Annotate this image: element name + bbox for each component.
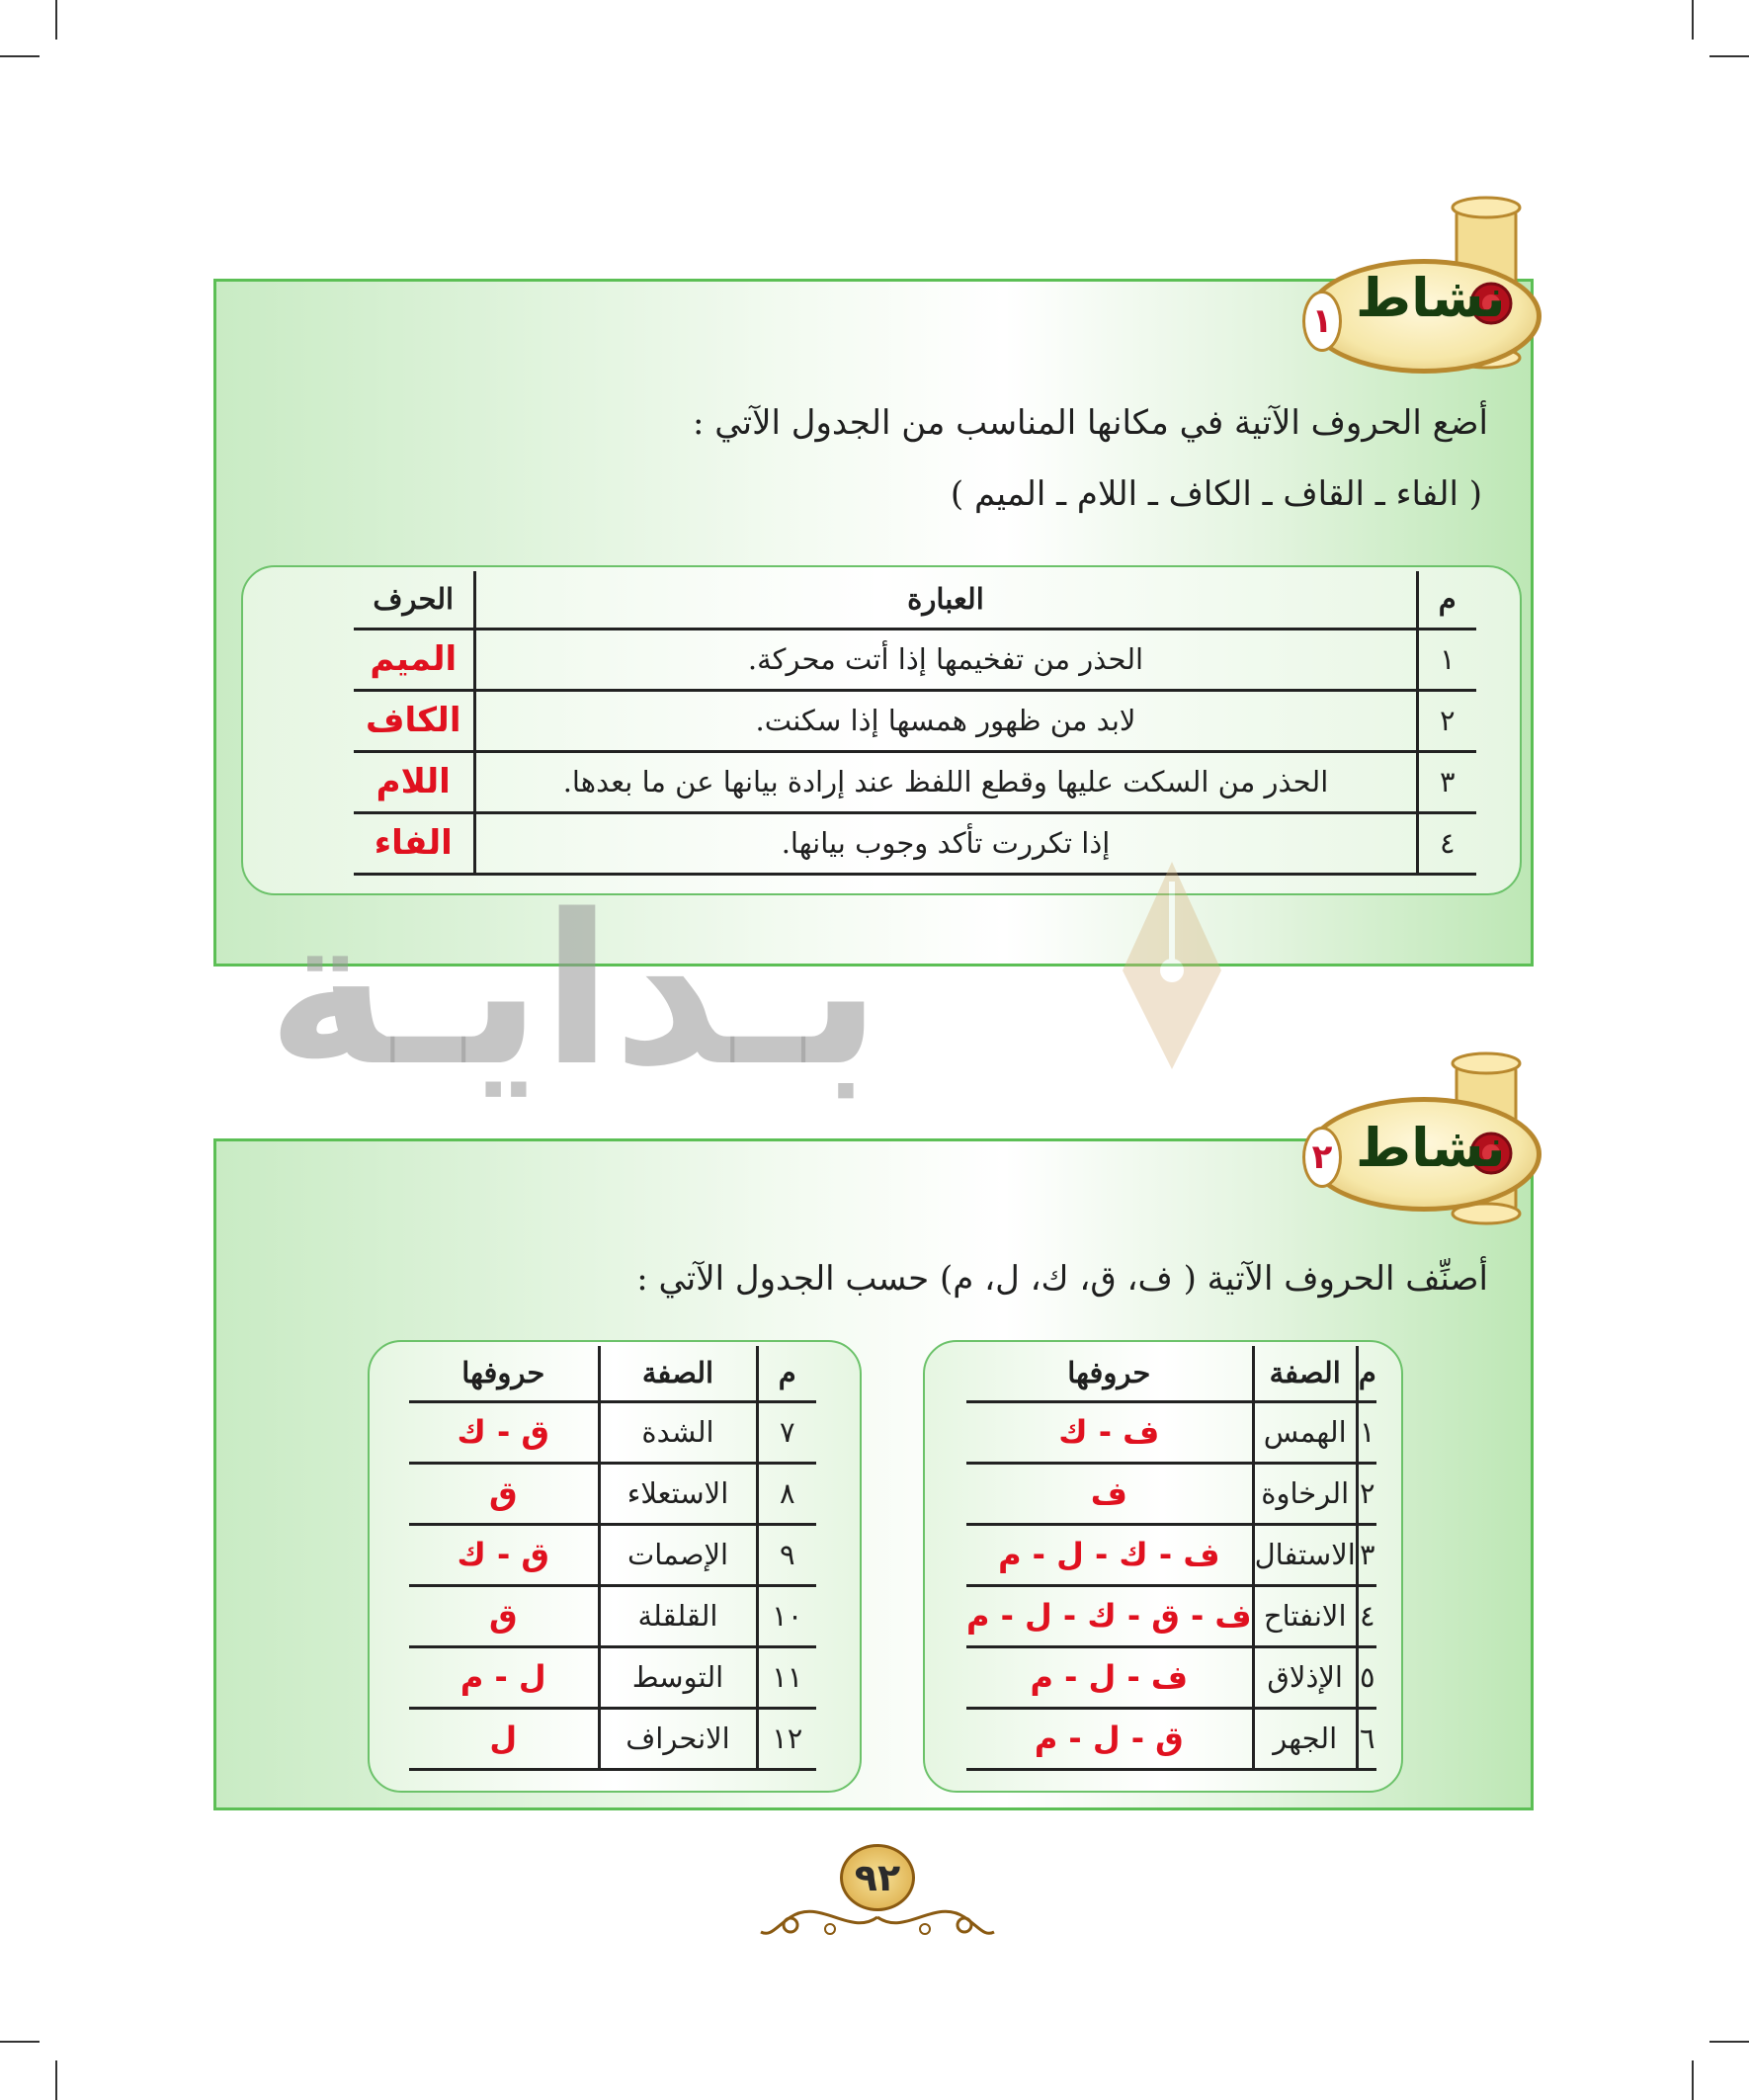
crop-mark [0,55,40,57]
table-row [409,1585,816,1646]
col-header-trait: الصفة [1253,1346,1357,1401]
row-number: ٣ [1417,751,1476,812]
col-header-num: م [757,1346,816,1401]
crop-mark [1709,2041,1749,2043]
row-trait: الإذلاق [1253,1646,1357,1708]
col-header-letter: الحرف [373,582,455,617]
row-trait: الشدة [599,1401,757,1463]
row-number: ٤ [1417,812,1476,874]
row-answer-letter: الكاف [366,701,461,740]
activity-1-letters-list: ( الفاء ـ القاف ـ الكاف ـ اللام ـ الميم ) [950,474,1482,514]
table-row [409,1646,816,1708]
row-trait: الاستعلاء [599,1463,757,1524]
row-number: ٤ [1357,1585,1375,1646]
col-header-phrase: العبارة [474,571,1417,629]
row-number: ٢ [1357,1463,1375,1524]
row-trait: الانحراف [599,1708,757,1769]
table-row [966,1524,1376,1585]
row-number: ٣ [1357,1524,1375,1585]
watermark-logo: بـدايـة [267,870,881,1112]
row-phrase: لابد من ظهور همسها إذا سكنت. [474,690,1417,751]
row-phrase: الحذر من السكت عليها وقطع اللفظ عند إرادة بيانها عن ما بعدها. [474,751,1417,812]
table-row [966,1401,1376,1463]
activity-1-instruction: أضع الحروف الآتية في مكانها المناسب من الجدول الآتي : [693,403,1488,443]
col-header-num: م [1357,1346,1375,1401]
row-answer-letter: الميم [370,639,458,679]
table-row [354,629,1476,690]
crop-mark [1692,2060,1694,2100]
pen-nib-icon [1113,862,1231,1069]
crop-mark [1709,55,1749,57]
row-answer-letters: ف - ك - ل - م [998,1536,1220,1573]
crop-mark [0,2041,40,2043]
table-row [409,1524,816,1585]
table-row [354,690,1476,751]
row-trait: الهمس [1253,1401,1357,1463]
row-answer-letters: ل - م [459,1658,546,1696]
table-row [966,1463,1376,1524]
crop-mark [55,2060,57,2100]
table-row [354,751,1476,812]
activity-1-table [354,571,1476,876]
row-answer-letters: ف - ق - ك - ل - م [966,1597,1252,1635]
table-row [966,1585,1376,1646]
table-row [966,1646,1376,1708]
row-phrase: إذا تكررت تأكد وجوب بيانها. [474,812,1417,874]
col-header-letters: حروفها [461,1356,545,1390]
row-number: ٧ [757,1401,816,1463]
row-answer-letters: ق - ك [457,1536,549,1573]
row-answer-letters: ق [488,1597,518,1635]
row-phrase: الحذر من تفخيمها إذا أتت محركة. [474,629,1417,690]
row-answer-letters: ق - ل - م [1034,1720,1184,1757]
row-number: ٩ [757,1524,816,1585]
row-answer-letters: ف - ل - م [1030,1658,1189,1696]
row-number: ٥ [1357,1646,1375,1708]
row-number: ١٢ [757,1708,816,1769]
row-trait: الاستفال [1253,1524,1357,1585]
row-number: ١ [1357,1401,1375,1463]
row-number: ١ [1417,629,1476,690]
col-header-letters: حروفها [1067,1356,1151,1390]
row-answer-letters: ف - ك [1058,1413,1160,1451]
table-row [409,1463,816,1524]
activity-1-title: نشاط [1356,267,1506,329]
activity-2-instruction: أصنِّف الحروف الآتية ( ف، ق، ك، ل، م) حسب الجدول الآتي : [636,1259,1488,1299]
row-number: ٦ [1357,1708,1375,1769]
row-trait: الانفتاح [1253,1585,1357,1646]
table-row [409,1401,816,1463]
table-row [409,1708,816,1769]
row-answer-letters: ق - ك [457,1413,549,1451]
crop-mark [55,0,57,40]
row-number: ١٠ [757,1585,816,1646]
row-trait: الرخاوة [1253,1463,1357,1524]
row-number: ٨ [757,1463,816,1524]
col-header-trait: الصفة [599,1346,757,1401]
row-trait: الإصمات [599,1524,757,1585]
row-number: ٢ [1417,690,1476,751]
page-number: ٩٢ [840,1844,915,1911]
table-row [354,812,1476,874]
row-answer-letter: الفاء [374,823,453,863]
activity-2-left-table [409,1346,816,1771]
table-row [966,1708,1376,1769]
crop-mark [1692,0,1694,40]
activity-1-number: ١ [1302,291,1342,352]
row-trait: التوسط [599,1646,757,1708]
activity-2-number: ٢ [1302,1127,1342,1188]
row-answer-letters: ل [489,1720,518,1757]
row-number: ١١ [757,1646,816,1708]
activity-2-title: نشاط [1356,1117,1506,1179]
row-answer-letters: ف [1090,1474,1127,1512]
col-header-num: م [1417,571,1476,629]
row-answer-letter: اللام [375,762,451,801]
row-trait: القلقلة [599,1585,757,1646]
row-trait: الجهر [1253,1708,1357,1769]
row-answer-letters: ق [488,1474,518,1512]
activity-2-right-table [966,1346,1376,1771]
